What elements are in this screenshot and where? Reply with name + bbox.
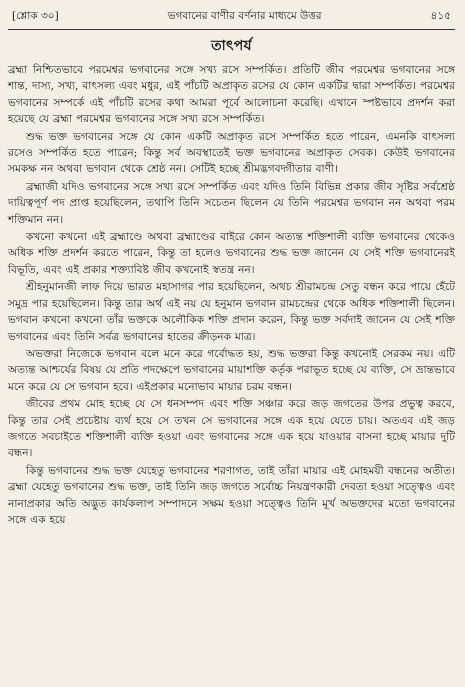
page-number: ৪১৫ [430,9,451,22]
section-title: তাৎপর্য [211,38,252,54]
paragraph: শ্রীহনুমানজী লাফ দিয়ে ভারত মহাসাগর পার হয়েছিলেন, অথচ শ্রীরামচন্দ্র সেতু বন্ধন করে পায়ে হেঁটে সমুদ্র পার হয়েছিলেন। কিন্তু তার অর্থ এই নয় যে হনুমান ভগবান রামচন্দ্রের থেকে অধিক শক্তিশালী ছিলেন। ভগবান কখনো কখনো তাঁর ভক্তকে অলৌকিক শক্তি প্রদান করেন, কিন্তু ভক্ত সর্বদাই জানেন যে সেই শক্তি ভগবানের এবং তিনি সর্বত্র ভগবানের হাতের ক্রীড়নক মাত্র। [8,281,455,343]
paragraph: জীবের প্রথম মোহ হচ্ছে যে সে ধনসম্পদ এবং শক্তি সঞ্চার করে জড় জগতের উপর প্রভুত্ব করবে, কিন্তু তার সেই প্রচেষ্টায় ব্যর্থ হয়ে সে তখন সে ভগবানের সঙ্গে এক হয়ে যেতে চায়। অতএব এই জড় জগতে সবচাইতে শক্তিশালী ব্যক্তি হওয়া এবং ভগবানের সঙ্গে এক হয়ে যাওয়ার বাসনা হচ্ছে মায়ার দুটি বন্ধন। [8,398,455,460]
paragraph: ব্রহ্মাজী যদিও ভগবানের সঙ্গে সখ্য রসে সম্পর্কিত এবং যদিও তিনি বিভিন্ন প্রকার জীব সৃষ্টির সর্বশ্রেষ্ঠ দায়িত্বপূর্ণ পদ প্রাপ্ত হয়েছিলেন, তথাপি তিনি সচেতন ছিলেন যে তিনি পরমেশ্বর ভগবান নন অথবা পরম শক্তিমান নন। [8,180,455,226]
paragraph: ব্রহ্মা নিশ্চিতভাবে পরমেশ্বর ভগবানের সঙ্গে সখ্য রসে সম্পর্কিত। প্রতিটি জীব পরমেশ্বর ভগবানের সঙ্গে শান্ত, দাস্য, সখ্য, বাৎসল্য এবং মধুর, এই পাঁচটি অপ্রাকৃত রসের যে কোন একটির দ্বারা সম্পর্কিত। পরমেশ্বর ভগবানের সম্পর্কে এই পাঁচটি রসের কথা আমরা পূর্বে আলোচনা করেছি। এখানে স্পষ্টভাবে প্রদর্শন করা হয়েছে যে ব্রহ্মা পরমেশ্বর ভগবানের সঙ্গে সখ্য রসে সম্পর্কিত। [8,64,455,126]
header-divider [8,29,455,30]
verse-reference: [শ্লোক ৩০] [12,9,59,22]
paragraph: অভক্তরা নিজেকে ভগবান বলে মনে করে গর্বোদ্ধত হয়, শুদ্ধ ভক্তরা কিন্তু কখনোই সেরকম নয়। এটি অত্যন্ত আশ্চর্যের বিষয় যে প্রতি পদক্ষেপে ভগবানের মায়াশক্তি কর্তৃক পরাভূত হচ্ছে যে ব্যক্তি, সে ভ্রান্তভাবে মনে করে যে সে ভগবান হবে। এইপ্রকার মনোভাব মায়ার চরম বন্ধন। [8,347,455,393]
running-header [8,8,455,26]
paragraph: কখনো কখনো এই ব্রহ্মাণ্ডে অথবা ব্রহ্মাণ্ডের বাইরে কোন অত্যন্ত শক্তিশালী ব্যক্তি ভগবানের থেকেও অধিক শক্তি প্রদর্শন করতে পারেন, কিন্তু তা হলেও ভগবানের শুদ্ধ ভক্ত জানেন যে সেই শক্তি ভগবানেরই বিভূতি, এবং এই প্রকার শক্ত্যাবিষ্ট জীব কখনোই স্বতন্ত্র নন। [8,231,455,276]
chapter-title: ভগবানের বাণীর বর্ণনার মাধ্যমে উত্তর [167,9,322,22]
paragraph: শুদ্ধ ভক্ত ভগবানের সঙ্গে যে কোন একটি অপ্রাকৃত রসে সম্পর্কিত হতে পারেন, এমনকি বাৎসল্য রসেও সম্পর্কিত হতে পারেন; কিন্তু সর্ব অবস্থাতেই ভক্ত ভগবানের অপ্রাকৃত সেবক। কেউই ভগবানের সমকক্ষ নন অথবা ভগবান থেকে শ্রেষ্ঠ নন। সেটিই হচ্ছে শ্রীমদ্ভগবদ্গীতার বাণী। [8,130,455,176]
paragraph: কিন্তু ভগবানের শুদ্ধ ভক্ত যেহেতু ভগবানের শরণাগত, তাই তাঁরা মায়ার এই মোহময়ী বন্ধনের অতীত। ব্রহ্মা যেহেতু ভগবানের শুদ্ধ ভক্ত, তাই তিনি জড় জগতে সর্বোচ্চ নিয়ন্ত্রণকারী দেবতা হওয়া সত্ত্বেও এবং নানাপ্রকার অতি অদ্ভুত কার্যকলাপ সম্পাদনে সক্ষম হওয়া সত্ত্বেও তিনি মূর্খ অভক্তদের মতো ভগবানের সঙ্গে এক হয়ে [8,464,455,526]
